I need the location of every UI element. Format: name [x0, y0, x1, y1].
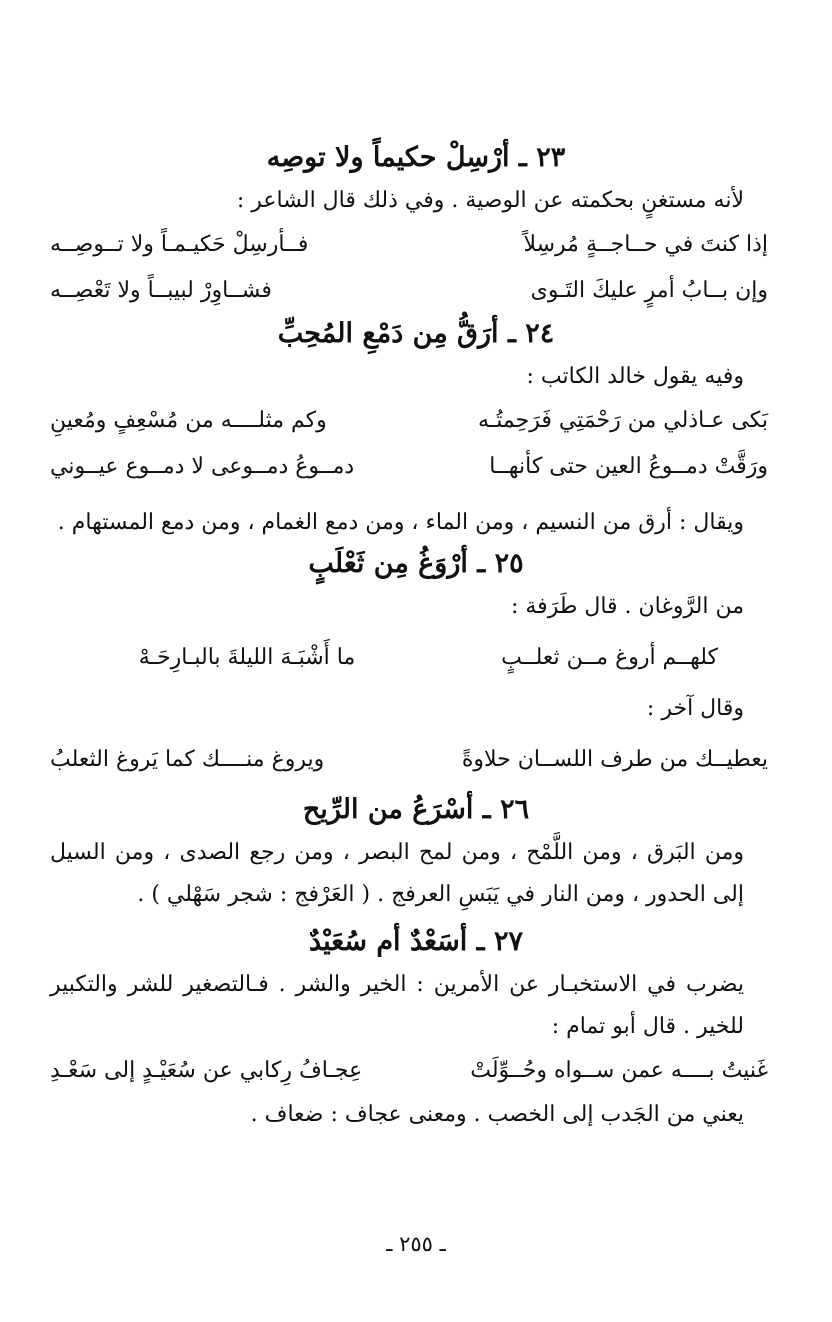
- verse-second-hemistich: ويروغ منــــك كما يَروغ الثعلبُ: [50, 747, 325, 772]
- section-25-intro-2: وقال آخر :: [646, 696, 744, 721]
- verse-first-hemistich: بَكى عـاذلي من رَحْمَتِي فَرَحِمتُـه: [478, 408, 768, 433]
- verse-first-hemistich: ورَقَّتْ دمــوعُ العين حتى كأنهــا: [489, 454, 768, 479]
- section-27-body: يضرب في الاستخبـار عن الأمرين : الخير والشر . فـالتصغير للشر والتكبير للخير . قال أبو تمام :: [50, 972, 744, 1039]
- section-24-outro: ويقال : أرق من النسيم ، ومن الماء ، ومن دمع الغمام ، ومن دمع المستهام .: [57, 510, 744, 535]
- section-24-intro: وفيه يقول خالد الكاتب :: [526, 364, 744, 389]
- verse-first-hemistich: كلهــم أروغ مــن ثعلــبٍ: [501, 645, 718, 670]
- verse-second-hemistich: ما أَشْبَـهَ الليلةَ بالبـارِحَـهْ: [138, 645, 356, 670]
- section-27-title: ٢٧ ـ أسَعْدٌ أم سُعَيْدٌ: [308, 926, 524, 957]
- verse-line: [50, 444, 782, 490]
- section-24-title: ٢٤ ـ أرَقُّ مِن دَمْعِ المُحِبِّ: [277, 318, 555, 349]
- verse-second-hemistich: عِجـافُ رِكابي عن سُعَيْـدٍ إلى سَعْـدِ: [50, 1058, 363, 1083]
- verse-line: [50, 222, 782, 268]
- verse-line: [50, 730, 782, 790]
- page-number: ـ ٢٥٥ ـ: [386, 1232, 446, 1256]
- verse-first-hemistich: وإن بــابُ أمرٍ عليكَ التَـوى: [530, 278, 768, 303]
- section-25-title: ٢٥ ـ أرْوَغُ مِن ثَعْلَبٍ: [308, 548, 524, 579]
- section-26-body: ومن البَرق ، ومن اللَّمْح ، ومن لمح البصر ، ومن رجع الصدى ، ومن السيل إلى الحدور ، ومن النار في يَبَسِ العرفج . ( العَرْفج : شجر سَهْلي ) .: [50, 840, 744, 907]
- section-25-intro: من الرَّوغان . قال طَرَفة :: [510, 594, 744, 619]
- verse-line: [50, 268, 782, 314]
- verse-second-hemistich: فشــاوِرْ لبيبــاً ولا تَعْصِــه: [50, 278, 272, 303]
- verse-line: [50, 628, 782, 688]
- verse-first-hemistich: غَنيتُ بــــه عمن ســواه وحُــوِّلَتْ: [470, 1058, 768, 1083]
- section-27-outro: يعني من الجَدب إلى الخصب . ومعنى عجاف : ضعاف .: [250, 1102, 744, 1127]
- section-23-title: ٢٣ ـ أرْسِلْ حكيماً ولا توصِه: [266, 142, 566, 173]
- verse-second-hemistich: وكم مثلــــه من مُسْعِفٍ ومُعينِ: [50, 408, 327, 433]
- verse-first-hemistich: يعطيــك من طرف اللســان حلاوةً: [461, 747, 768, 772]
- verse-line: [50, 1048, 782, 1094]
- section-26-title: ٢٦ ـ أسْرَعُ من الرِّيح: [302, 794, 530, 825]
- verse-second-hemistich: دمــوعُ دمــوعى لا دمــوع عيــوني: [50, 454, 355, 479]
- verse-first-hemistich: إذا كنتَ في حــاجــةٍ مُرسِلاً: [523, 232, 768, 257]
- section-23-intro: لأنه مستغنٍ بحكمته عن الوصية . وفي ذلك قال الشاعر :: [236, 188, 744, 213]
- verse-second-hemistich: فــأرسِلْ حَكيـمـاً ولا تــوصِــه: [50, 232, 309, 257]
- verse-line: [50, 398, 782, 444]
